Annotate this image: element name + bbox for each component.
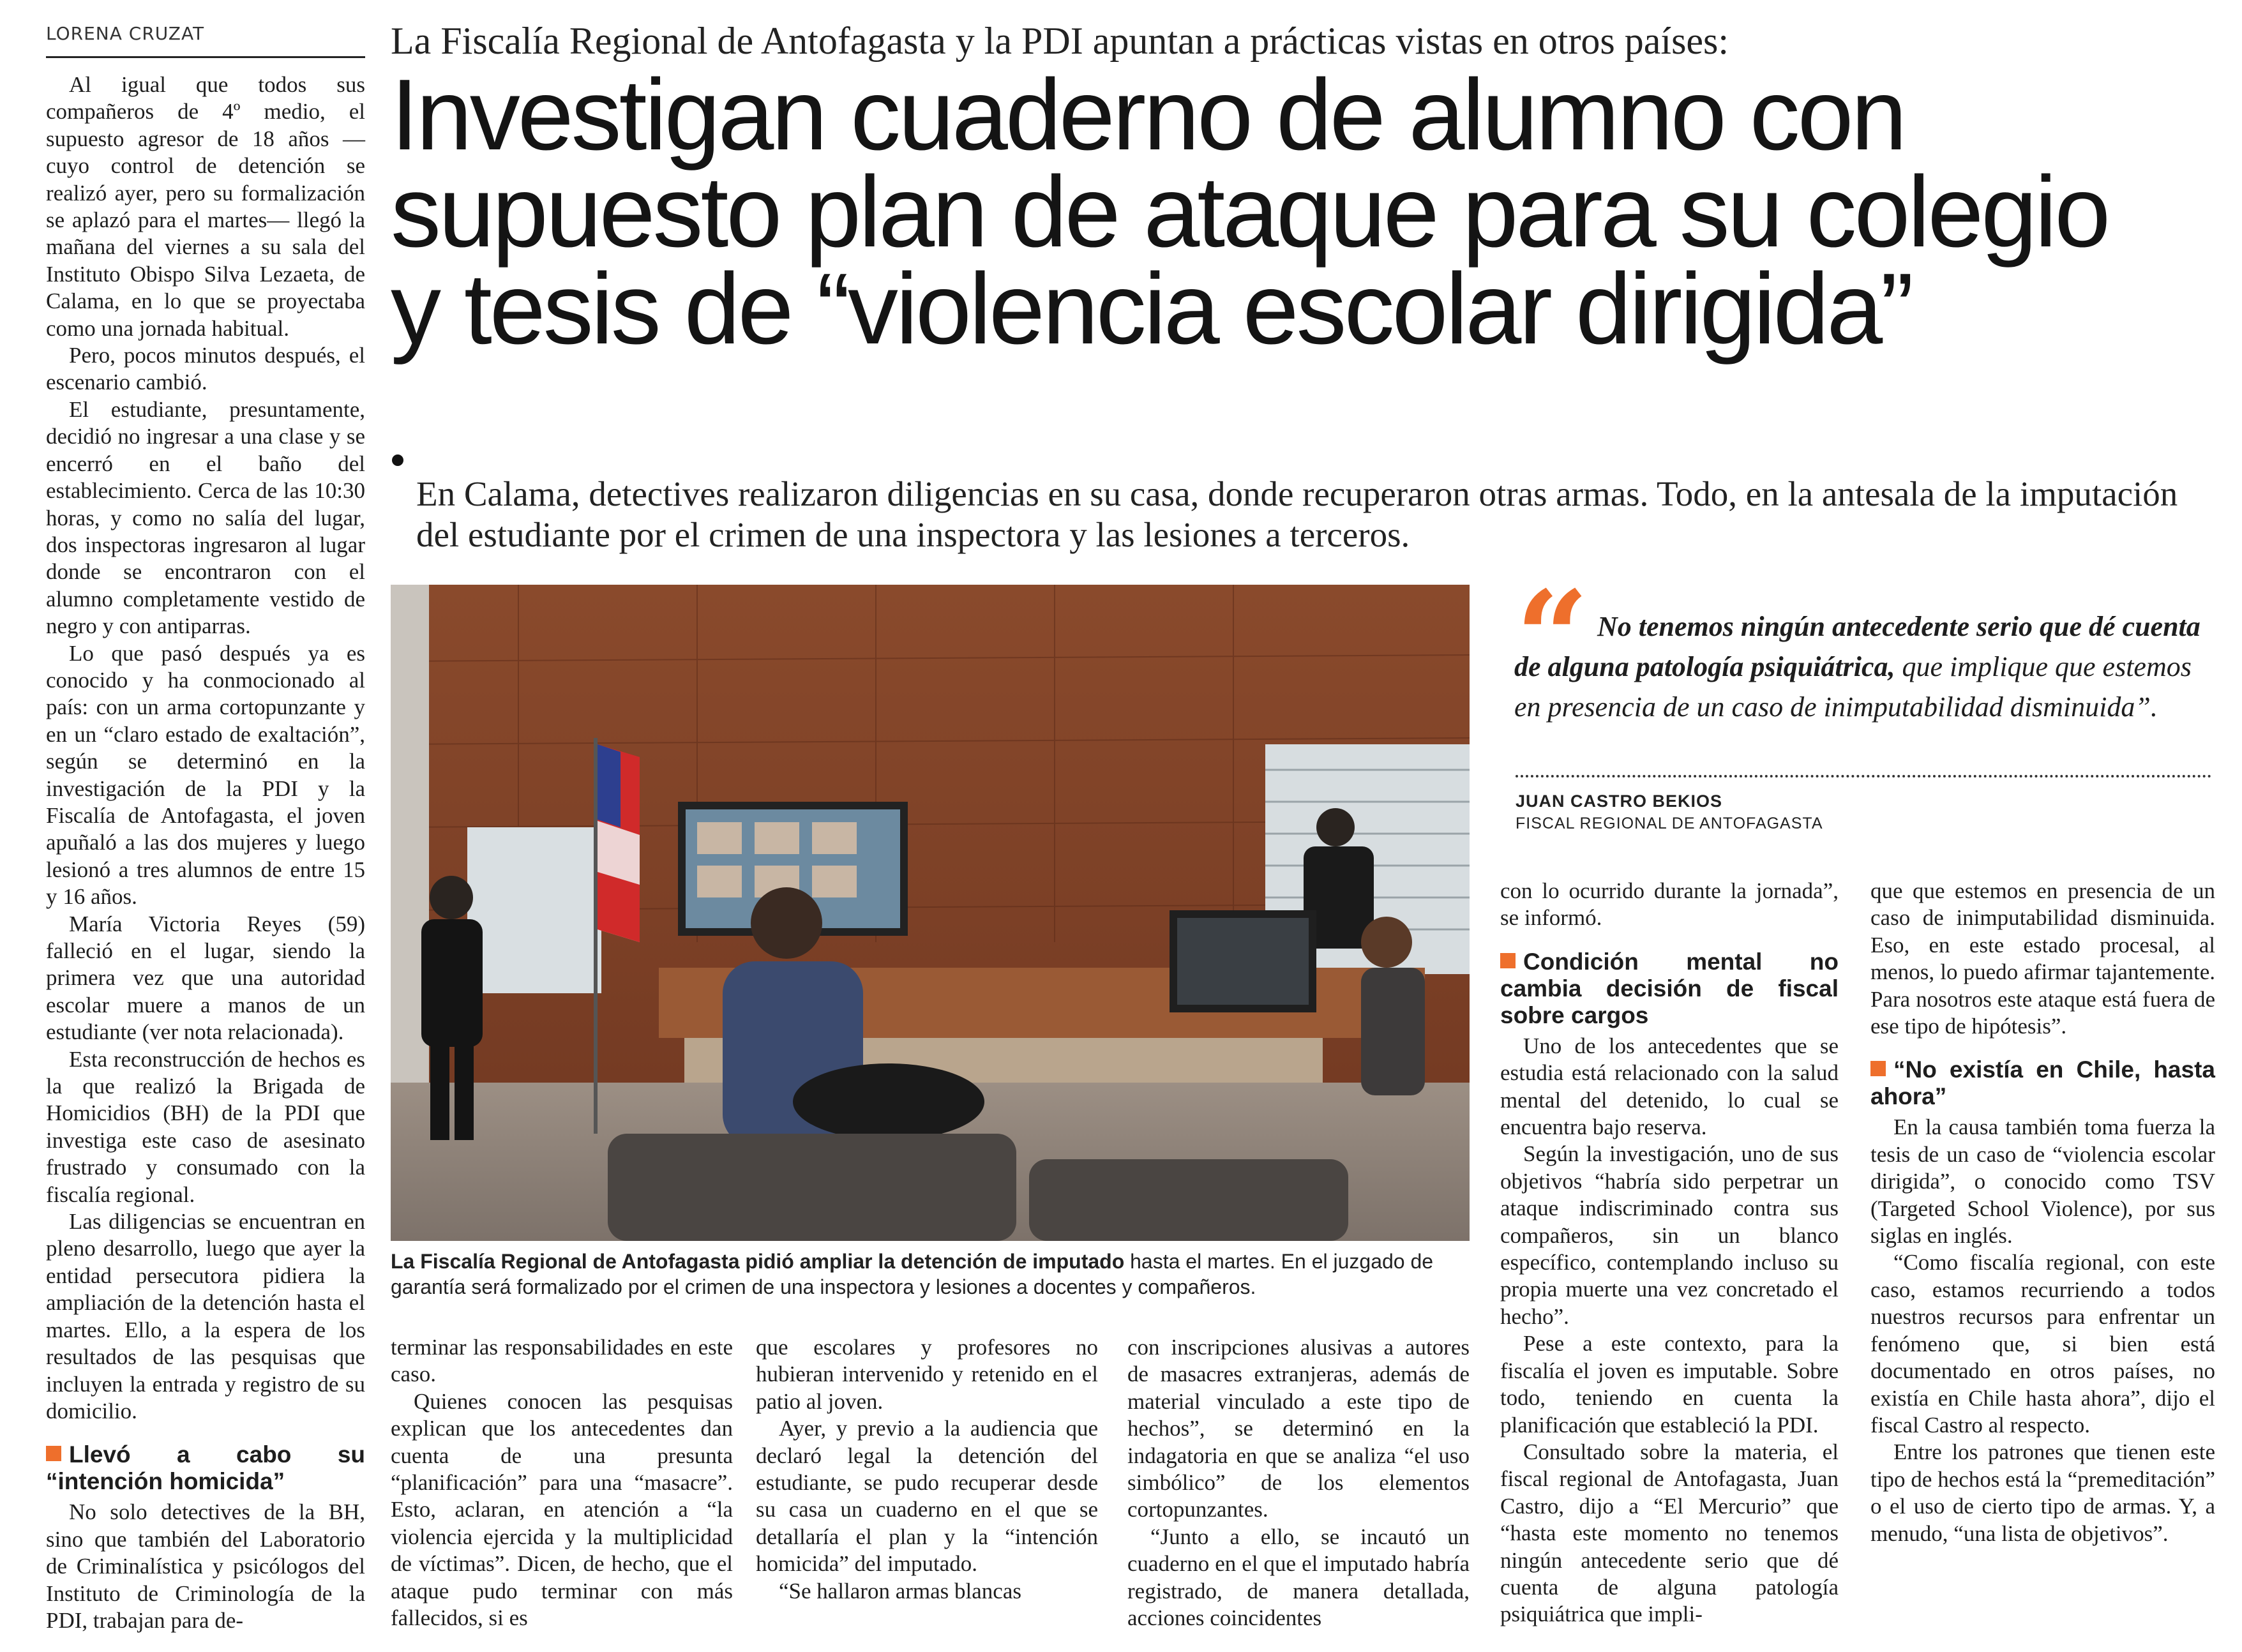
paragraph: Consultado sobre la materia, el fiscal regional de Antofagasta, Juan Castro, dijo a “El Mercurio” que “hasta este momento no tenemos ningún antecedente serio que dé cuenta de alguna patología psiquiátrica que impli- — [1500, 1439, 1839, 1627]
paragraph: Pero, pocos minutos después, el escenario cambió. — [46, 343, 365, 395]
paragraph: Las diligencias se encuentran en pleno desarrollo, luego que ayer la entidad persecutora pidiera la ampliación de la detención hasta el martes. Ello, a la espera de los resultados de las pesquisas que incluyen la entrada y registro de su domicilio. — [46, 1209, 365, 1423]
paragraph: Esta reconstrucción de hechos es la que realizó la Brigada de Homicidios (BH) de la PDI que investiga este caso de asesinato frustrado y consumado con la fiscalía regional. — [46, 1046, 365, 1207]
paragraph: “Junto a ello, se incautó un cuaderno en el que el imputado habría registrado, de manera detallada, acciones coincidentes — [1127, 1524, 1470, 1631]
paragraph: Según la investigación, uno de sus objetivos “habría sido perpetrar un ataque indiscriminado contra sus compañeros, sin un blanco específico, contemplando incluso su propia muerte una vez concretado el hecho”. — [1500, 1141, 1839, 1329]
square-bullet-icon — [1870, 1061, 1886, 1076]
quote-mark-icon: “ — [1516, 563, 1590, 713]
paragraph: Ayer, y previo a la audiencia que declaró legal la detención del estudiante, se pudo recuperar desde su casa un cuaderno en el que se detallaría el plan y la “intención homicida” del imputado. — [756, 1416, 1098, 1577]
column-6 — [1870, 878, 2215, 1547]
headline-line-3: y tesis de “violencia escolar dirigida” — [391, 253, 1911, 365]
byline: LORENA CRUZAT — [46, 23, 205, 44]
paragraph: Uno de los antecedentes que se estudia está relacionado con la salud mental del detenido, lo cual se encuentra bajo reserva. — [1500, 1033, 1839, 1140]
paragraph: “Se hallaron armas blancas — [779, 1578, 1021, 1603]
paragraph: “Como fiscalía regional, con este caso, estamos recurriendo a todos nuestros recursos para enfrentar un fenómeno que, si bien está documentado en otros países, no existía en Chile hasta ahora”, dijo el fiscal Castro al respecto. — [1870, 1250, 2215, 1438]
paragraph: que que estemos en presencia de un caso de inimputabilidad disminuida. Eso, en este estado procesal, al menos, lo puedo afirmar tajantemente. Para nosotros este ataque está fuera de ese tipo de hipótesis”. — [1870, 878, 2215, 1039]
subhead-text: “No existía en Chile, hasta ahora” — [1870, 1056, 2215, 1110]
paragraph: Quienes conocen las pesquisas explican que los antecedentes dan cuenta de una presunta “planificación” para una “masacre”. Esto, aclaran, en atención a “la violencia ejercida y la multiplicidad de víctimas”. Dicen, de hecho, que el ataque pudo terminar con más fallecidos, si es — [391, 1388, 733, 1631]
paragraph: Entre los patrones que tienen este tipo de hechos está la “premeditación” o el uso de cierto tipo de armas. Y, a menudo, “una lista de objetivos”. — [1870, 1439, 2215, 1546]
subhead-text: Condición mental no cambia decisión de fiscal sobre cargos — [1500, 948, 1839, 1028]
column-3 — [756, 1334, 1098, 1605]
quote-divider — [1516, 775, 2211, 777]
quote-attribution-role: FISCAL REGIONAL DE ANTOFAGASTA — [1516, 815, 1823, 832]
paragraph: No solo detectives de la BH, sino que también del Laboratorio de Criminalística y psicólogos del Instituto de Criminología de la PDI, trabajan para de- — [46, 1499, 365, 1633]
paragraph: terminar las responsabilidades en este caso. — [391, 1335, 733, 1387]
paragraph: En la causa también toma fuerza la tesis de un caso de “violencia escolar dirigida”, o conocido como TSV (Targeted School Violence), por sus siglas en inglés. — [1870, 1115, 2215, 1249]
subhead — [1870, 1056, 2215, 1110]
quote-bold: No tenemos ningún antecedente serio que dé cuenta de alguna patología psiquiátrica, — [1514, 611, 2201, 682]
headline-line-2: supuesto plan de ataque para su colegio — [391, 156, 2109, 268]
paragraph: Lo que pasó después ya es conocido y ha conmocionado al país: con un arma cortopunzante y en un “claro estado de exaltación”, según se determinó en la investigación de la PDI y la Fiscalía de Antofagasta, el joven apuñaló a las dos mujeres y luego lesionó a tres alumnos de entre 15 y 16 años. — [46, 640, 365, 910]
column-5 — [1500, 878, 1839, 1628]
headline-line-1: Investigan cuaderno de alumno con — [391, 59, 1905, 171]
photo-caption — [391, 1249, 1470, 1300]
byline-rule — [46, 56, 365, 58]
subhead-text: Llevó a cabo su “intención homicida” — [46, 1441, 365, 1495]
square-bullet-icon — [46, 1446, 61, 1461]
headline — [391, 59, 2229, 365]
square-bullet-icon — [1500, 953, 1516, 968]
courtroom-photo — [391, 585, 1470, 1241]
caption-bold: La Fiscalía Regional de Antofagasta pidió ampliar la detención de imputado — [391, 1250, 1125, 1273]
column-1 — [46, 71, 365, 1634]
subhead — [1500, 949, 1839, 1029]
quote-rest: que implique que estemos en presencia de un caso de inimputabilidad disminuida”. — [1514, 651, 2192, 723]
subhead — [46, 1441, 365, 1495]
dek: En Calama, detectives realizaron diligencias en su casa, donde recuperaron otras armas. Todo, en la antesala de la imputación del estudiante por el crimen de una inspectora y las lesiones a terceros. — [416, 474, 2178, 554]
paragraph: María Victoria Reyes (59) falleció en el lugar, siendo la primera vez que una autoridad escolar muere a manos de un estudiante (ver nota relacionada). — [46, 911, 365, 1045]
paragraph: Pese a este contexto, para la fiscalía el joven es imputable. Sobre todo, teniendo en cuenta la planificación que estableció la PDI. — [1500, 1331, 1839, 1438]
column-4 — [1127, 1334, 1470, 1632]
paragraph: con lo ocurrido durante la jornada”, se informó. — [1500, 878, 1839, 931]
paragraph: con inscripciones alusivas a autores de masacres extranjeras, además de material vinculado a este tipo de hechos”, se determinó en la indagatoria en que se analiza “el uso simbólico” de los elementos cortopunzantes. — [1127, 1335, 1470, 1522]
dek-bullet — [392, 454, 403, 466]
paragraph: que escolares y profesores no hubieran intervenido y retenido en el patio al joven. — [756, 1335, 1098, 1414]
column-2 — [391, 1334, 733, 1632]
paragraph: Al igual que todos sus compañeros de 4º medio, el supuesto agresor de 18 años —cuyo control de detención se realizó ayer, pero su formalización se aplazó para el martes— llegó la mañana del viernes a su sala del Instituto Obispo Silva Lezaeta, de Calama, en lo que se proyectaba como una jornada habitual. — [46, 72, 365, 341]
quote-attribution-name: JUAN CASTRO BEKIOS — [1516, 792, 1723, 811]
pull-quote — [1514, 606, 2210, 727]
kicker: La Fiscalía Regional de Antofagasta y la PDI apuntan a prácticas vistas en otros países: — [391, 20, 1729, 62]
caption-rest: hasta el martes. En el juzgado de garantía será formalizado por el crimen de una inspectora y lesiones a docentes y compañeros. — [391, 1250, 1434, 1298]
paragraph: El estudiante, presuntamente, decidió no ingresar a una clase y se encerró en el baño del establecimiento. Cerca de las 10:30 horas, y como no salía del lugar, dos inspectoras ingresaron al lugar donde se encontraron con el alumno completamente vestido de negro y con antiparras. — [46, 396, 365, 639]
